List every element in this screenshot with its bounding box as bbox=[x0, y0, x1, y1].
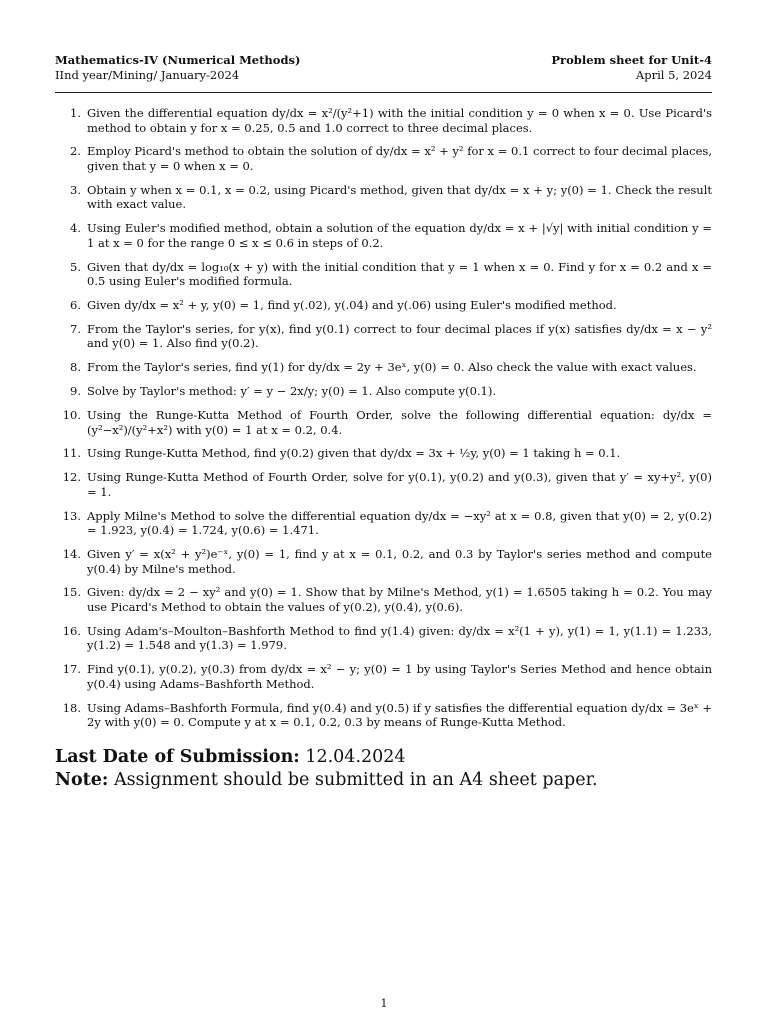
problem-number: 17. bbox=[62, 662, 81, 677]
problem-number: 4. bbox=[70, 221, 81, 236]
year-info: IInd year/Mining/ January-2024 bbox=[55, 68, 240, 82]
problem-text: Apply Milne's Method to solve the differential equation dy/dx = −xy² at x = 0.8, given that y(0) = 2, y(0.2) = 1.923, y(0.4) = 1.724, y(0.6) = 1.471. bbox=[87, 508, 712, 538]
course-title: Mathematics-IV (Numerical Methods) bbox=[55, 53, 301, 67]
problem-text: Employ Picard's method to obtain the solution of dy/dx = x² + y² for x = 0.1 correct to four decimal places, given that y = 0 when x = 0. bbox=[87, 144, 712, 173]
problem-number: 7. bbox=[70, 321, 81, 336]
submission-deadline bbox=[55, 746, 406, 768]
problem-item bbox=[60, 384, 712, 399]
problem-number: 18. bbox=[62, 700, 81, 715]
page-number: 1 bbox=[380, 997, 388, 1010]
problem-number: 9. bbox=[70, 384, 81, 399]
problem-item bbox=[60, 144, 712, 173]
problem-item bbox=[60, 470, 712, 499]
problem-number: 2. bbox=[70, 144, 81, 159]
problem-text: Using Adams–Bashforth Formula, find y(0.4) and y(0.5) if y satisfies the differential equation dy/dx = 3eˣ + 2y with y(0) = 0. Compute y at x = 0.1, 0.2, 0.3 by means of Runge-Kutta Method. bbox=[87, 700, 712, 730]
problem-number: 16. bbox=[62, 623, 81, 638]
problem-item bbox=[60, 106, 712, 135]
note-label: Note: bbox=[55, 770, 109, 790]
problem-item bbox=[60, 701, 712, 730]
problem-list bbox=[60, 106, 712, 739]
problem-item bbox=[60, 547, 712, 576]
problem-text: Using Adam's–Moulton–Bashforth Method to find y(1.4) given: dy/dx = x²(1 + y), y(1) = 1, y(1.1) = 1.233, y(1.2) = 1.548 and y(1.3) = 1.979. bbox=[87, 623, 712, 653]
problem-text: Given: dy/dx = 2 − xy² and y(0) = 1. Show that by Milne's Method, y(1) = 1.6505 taking h = 0.2. You may use Picard's Method to obtain the values of y(0.2), y(0.4), y(0.6). bbox=[87, 585, 712, 614]
problem-number: 12. bbox=[62, 470, 81, 485]
problem-item bbox=[60, 360, 712, 375]
problem-text: Using Runge-Kutta Method of Fourth Order, solve for y(0.1), y(0.2) and y(0.3), given that y′ = xy+y², y(0) = 1. bbox=[87, 470, 712, 499]
problem-number: 8. bbox=[70, 360, 81, 375]
problem-text: From the Taylor's series, for y(x), find y(0.1) correct to four decimal places if y(x) satisfies dy/dx = x − y² and y(0) = 1. Also find y(0.2). bbox=[87, 321, 712, 351]
problem-text: Using the Runge-Kutta Method of Fourth Order, solve the following differential equation: dy/dx = (y²−x²)/(y²+x²) with y(0) = 1 at x = 0.2, 0.4. bbox=[87, 408, 712, 437]
problem-text: Given the differential equation dy/dx = x²/(y²+1) with the initial condition y = 0 when x = 0. Use Picard's method to obtain y for x = 0.25, 0.5 and 1.0 correct to three decimal places. bbox=[87, 106, 712, 135]
problem-text: Obtain y when x = 0.1, x = 0.2, using Picard's method, given that dy/dx = x + y; y(0) = 1. Check the result with exact value. bbox=[87, 182, 712, 212]
problem-number: 13. bbox=[62, 508, 81, 523]
sheet-date: April 5, 2024 bbox=[635, 68, 712, 82]
problem-item bbox=[60, 298, 712, 313]
problem-number: 15. bbox=[62, 585, 81, 600]
problem-number: 11. bbox=[62, 446, 81, 461]
document-header bbox=[55, 53, 712, 83]
problem-item bbox=[60, 221, 712, 250]
problem-number: 5. bbox=[70, 259, 81, 274]
problem-item bbox=[60, 183, 712, 212]
problem-item bbox=[60, 585, 712, 614]
header-divider bbox=[55, 92, 712, 93]
problem-text: Given y′ = x(x² + y²)e⁻ˣ, y(0) = 1, find y at x = 0.1, 0.2, and 0.3 by Taylor's series method and compute y(0.4) by Milne's method. bbox=[87, 547, 712, 576]
header-row-1 bbox=[55, 53, 712, 68]
problem-number: 10. bbox=[62, 408, 81, 423]
problem-number: 3. bbox=[70, 182, 81, 197]
problem-item bbox=[60, 322, 712, 351]
problem-text: Using Euler's modified method, obtain a solution of the equation dy/dx = x + |√y| with initial condition y = 1 at x = 0 for the range 0 ≤ x ≤ 0.6 in steps of 0.2. bbox=[87, 221, 712, 250]
problem-text: Solve by Taylor's method: y′ = y − 2x/y; y(0) = 1. Also compute y(0.1). bbox=[87, 384, 497, 399]
problem-text: Using Runge-Kutta Method, find y(0.2) given that dy/dx = 3x + ½y, y(0) = 1 taking h = 0.1. bbox=[87, 446, 621, 461]
submission-note bbox=[55, 769, 598, 791]
problem-text: Given that dy/dx = log₁₀(x + y) with the initial condition that y = 1 when x = 0. Find y for x = 0.2 and x = 0.5 using Euler's modified formula. bbox=[87, 259, 712, 289]
submission-date: 12.04.2024 bbox=[305, 747, 406, 767]
note-text: Assignment should be submitted in an A4 sheet paper. bbox=[113, 770, 598, 790]
problem-number: 6. bbox=[70, 297, 81, 312]
problem-item bbox=[60, 408, 712, 437]
header-row-2 bbox=[55, 68, 712, 83]
submission-label: Last Date of Submission: bbox=[55, 747, 300, 767]
sheet-title: Problem sheet for Unit-4 bbox=[551, 53, 712, 67]
problem-item bbox=[60, 509, 712, 538]
problem-item bbox=[60, 446, 712, 461]
problem-number: 1. bbox=[70, 106, 81, 120]
problem-number: 14. bbox=[62, 547, 81, 562]
problem-text: Find y(0.1), y(0.2), y(0.3) from dy/dx = x² − y; y(0) = 1 by using Taylor's Series Method and hence obtain y(0.4) using Adams–Bashforth Method. bbox=[87, 662, 712, 691]
problem-item bbox=[60, 260, 712, 289]
problem-item bbox=[60, 662, 712, 691]
problem-item bbox=[60, 624, 712, 653]
problem-text: Given dy/dx = x² + y, y(0) = 1, find y(.02), y(.04) and y(.06) using Euler's modified method. bbox=[87, 297, 617, 312]
problem-text: From the Taylor's series, find y(1) for dy/dx = 2y + 3eˣ, y(0) = 0. Also check the value with exact values. bbox=[87, 360, 697, 375]
